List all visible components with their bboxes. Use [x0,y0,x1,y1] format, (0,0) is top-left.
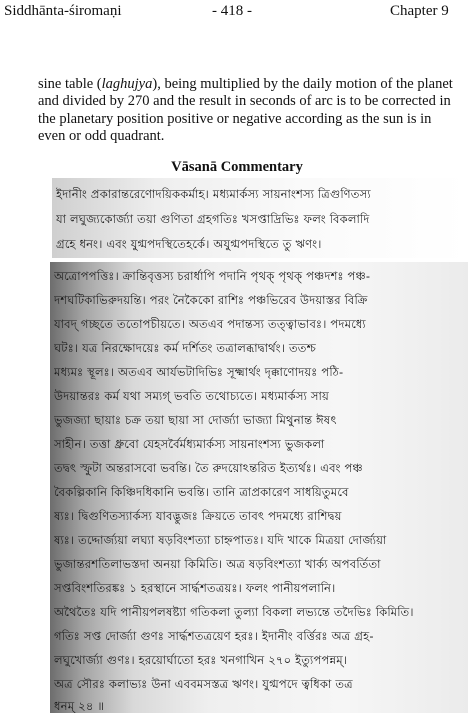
commentary-heading: Vāsanā Commentary [171,159,303,175]
scan-commentary-line: ভুজজ্যা ছায়াঃ চক্র তয়া ছায়া সা দোর্জ্যা ভাজ্যা মিথুনান্ত ঈষৎ [54,413,337,427]
scan-commentary-line: ষ্যঃ। দ্বিগুণিতস্যার্কস্য যাবদ্ভুজঃ ক্রিয়তে তাবৎ পদমধ্যে রাশিদ্বয় [54,509,342,523]
scan-commentary-line: লঘুখোর্জ্যা গুণঃ। হরয়োর্ঘাতো হরঃ খনগাখিন ২৭০ ইত্যুপপন্নম্। [54,653,348,667]
scan-commentary-line: অথৈতৈঃ যদি পানীয়পলষষ্ট্যা গতিকলা তুল্যা বিকলা লভ্যন্তে তদৈভিঃ কিমিতি। [54,605,414,619]
scan-commentary-line: ঘটঃ। যত্র নিরক্ষোদয়েঃ কর্ম দর্শিতং তত্রালব্ধাদ্বার্থং। ততশ্চ [54,341,316,355]
scan-commentary-line: তদ্বৎ স্ফুটা অন্তরাসবো ভবন্তি। তৈ রুদয়োঽন্তরিত ইত্যর্থঃ। এবং পঞ্চ [54,461,363,475]
translation-paragraph [38,76,474,146]
scan-commentary-line: গতিঃ সপ্ত দোর্জ্যা গুণঃ সার্দ্ধশতত্রয়েণ হরঃ। ইদানীং বর্ত্তিরঃ অত্র গ্রহ- [54,629,374,643]
scan-verse-line-2: যা লঘুজ্যকোর্জ্যা তয়া গুণিতা গ্রহগতিঃ খসপ্তাদ্রিভিঃ ফলং বিকলাদি [56,212,370,226]
sanskrit-term: laghujya [101,76,153,92]
scan-commentary-line: সপ্তবিংশতিরঙ্কঃ ১ হরস্থানে সার্দ্ধশতত্রয়ঃ। ফলং পানীয়পলানি। [54,581,336,595]
scan-commentary-line: ষ্যঃ। তদ্দোর্জ্যয়া লঘ্যা ষড়বিংশত্যা চাহ্নপাতঃ। যদি খাকে মিত্রয়া দোর্জ্যয়া [54,533,387,547]
scanned-verse-block [52,178,468,258]
scan-commentary-line: ধনম্ ২৪ ॥ [54,699,105,713]
scan-commentary-line: উদয়ান্তরঃ কর্ম যথা সম্যগ্ ভবতি তথোচ্যতে। মধ্যমার্কস্য সায় [54,389,330,403]
scan-commentary-line: সাহীন। তত্তা ধ্রুবো যেহসর্বৈর্মধ্যমার্কস্য সায়নাংশস্য ভুজকলা [54,437,325,451]
paragraph-line-4: even or odd quadrant. [38,128,165,145]
scan-commentary-line: অত্রোপপত্তিঃ। ক্রান্তিবৃত্তস্য চরার্ধাপি পদানি পৃথক্ পৃথক্ পঞ্চদশঃ পঞ্চ- [54,269,371,283]
scan-commentary-line: বৈকল্পিকানি কিঞ্চিদধিকানি ভবন্তি। তানি ত্রাপ্রকারেণ সাধয়িতুমবে [54,485,349,499]
scan-commentary-line: মধ্যমঃ স্থূলঃ। অতএব আর্যভটাদিভিঃ সূক্ষ্মার্থং দৃক্কাণোদয়ঃ পঠি- [54,365,344,379]
paragraph-line-1: sine table (laghujya), being multiplied by the daily motion of the planet [38,76,453,92]
scan-commentary-line: ভুজান্তরশতিলাভস্তদা অনয়া কিমিতি। অত্র ষড়বিংশত্যা খার্ক্য অপবর্তিতা [54,557,381,571]
running-header-title: Siddhānta-śiromaṇi [4,3,122,19]
paragraph-line-3: the planetary position positive or negative according as the sun is in [38,110,432,127]
page-number: - 418 - [212,3,252,19]
scan-commentary-line: অত্র সৌরঃ কলাভ্যঃ উনা এববমসস্তত্র ঋণং। যুগ্মপদে ত্বধিকা তত্র [54,677,353,691]
scan-commentary-line: দশঘটিকাভিরুদয়ন্তি। পরং নৈকৈকো রাশিঃ পঞ্চভিরেব উদয়াস্তর বিক্রি [54,293,368,307]
chapter-label: Chapter 9 [390,3,449,19]
scan-commentary-line: যাবদ্ গচ্ছতে ততোপচীয়তে। অতএব পদান্তস্য তত্ত্বাভাবঃ। পদমধ্যে [54,317,366,331]
scanned-commentary-block [50,262,468,713]
scan-verse-line-3: গ্রহে ধনং। এবং যুগ্মপদস্থিতেহর্কে। অযুগ্মপদস্থিতে তু ঋণং। [56,237,322,251]
paragraph-line-2: and divided by 270 and the result in seconds of arc is to be corrected in [38,93,451,110]
scan-verse-line-1: ইদানীং প্রকারান্তরেণোদয়িককর্মাহ। মধ্যমার্কস্য সায়নাংশস্য ত্রিগুণিতস্য [56,187,371,201]
